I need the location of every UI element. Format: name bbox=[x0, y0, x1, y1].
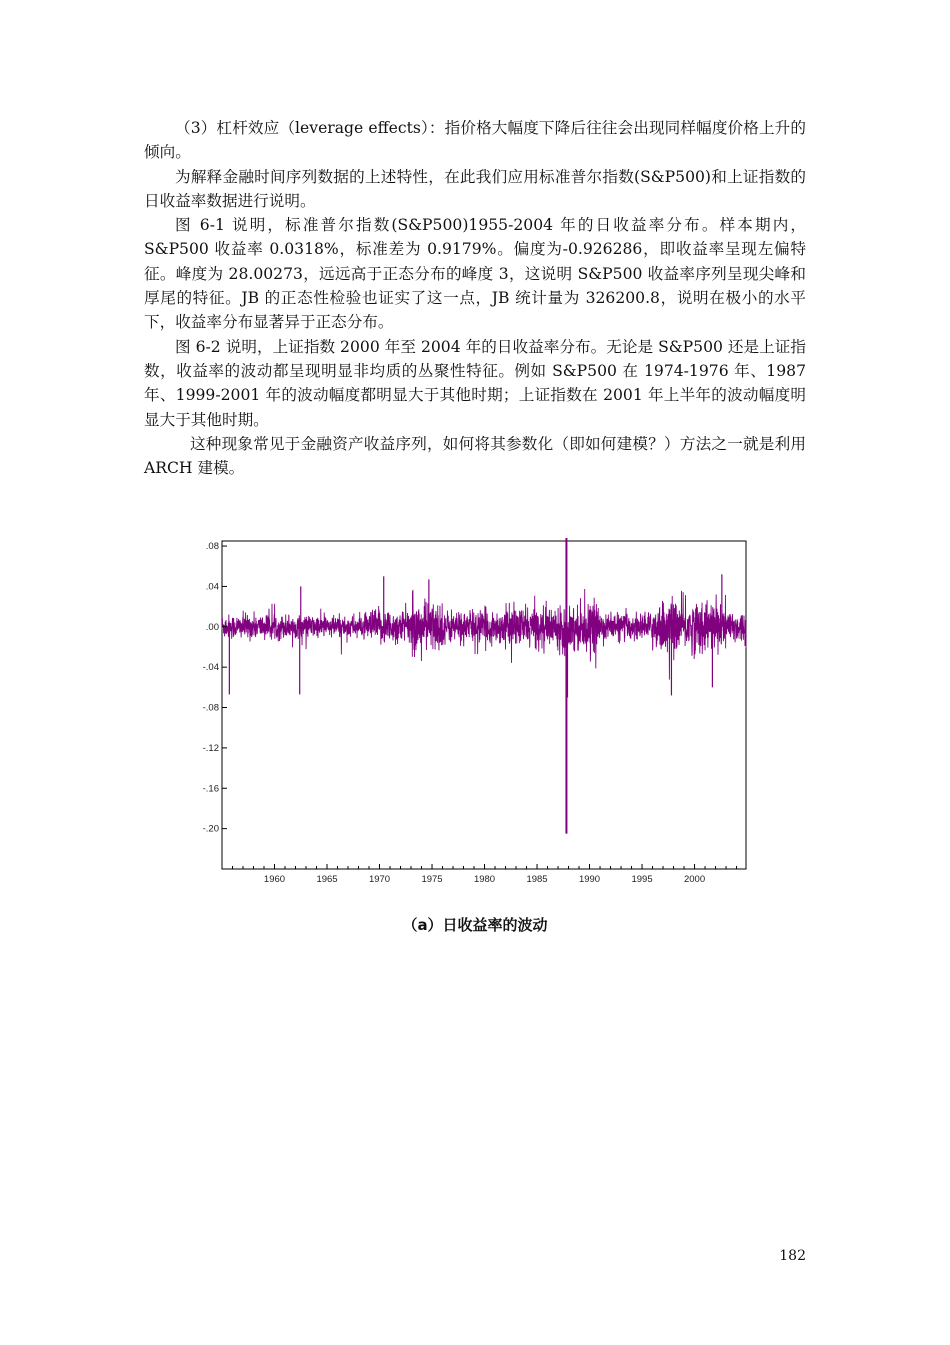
returns-chart-svg bbox=[190, 535, 760, 890]
y-tick-label: .08 bbox=[205, 541, 219, 553]
paragraph-data-intro: 为解释金融时间序列数据的上述特性，在此我们应用标准普尔指数(S&P500)和上证指数的日收益率数据进行说明。 bbox=[144, 167, 806, 210]
x-tick-label: 1970 bbox=[368, 874, 391, 885]
page-number: 182 bbox=[779, 1248, 806, 1264]
paragraph-volatility-clustering: 图 6-2 说明，上证指数 2000 年至 2004 年的日收益率分布。无论是 S&P500 还是上证指数，收益率的波动都呈现明显非均质的丛聚性特征。例如 S&P500 在 1974-1976 年、1987 年、1999-2001 年的波动幅度都明显大于其他时期；上证指数在 2001 年上半年的波动幅度明显大于其他时期。 bbox=[144, 337, 806, 429]
y-tick-label: -.04 bbox=[202, 662, 219, 674]
y-tick-label: -.12 bbox=[202, 742, 219, 754]
y-tick-label: .04 bbox=[205, 581, 219, 593]
y-tick-label: -.08 bbox=[202, 702, 219, 714]
body-text bbox=[144, 116, 806, 480]
paragraph-leverage-effects: （3）杠杆效应（leverage effects）：指价格大幅度下降后往往会出现同样幅度价格上升的倾向。 bbox=[144, 119, 806, 162]
y-tick-label: .00 bbox=[205, 621, 219, 633]
y-tick-label: -.20 bbox=[202, 823, 219, 835]
x-tick-label: 1985 bbox=[526, 874, 548, 885]
x-tick-label: 2000 bbox=[683, 874, 706, 885]
x-tick-label: 1990 bbox=[578, 874, 601, 885]
x-tick-label: 1965 bbox=[316, 874, 338, 885]
figure-caption: （a）日收益率的波动 bbox=[402, 916, 548, 934]
paragraph-sp500-stats: 图 6-1 说明，标准普尔指数(S&P500)1955-2004 年的日收益率分布。样本期内，S&P500 收益率 0.0318%，标准差为 0.9179%。偏度为-0.926286，即收益率呈现左偏特征。峰度为 28.00273，远远高于正态分布的峰度 3，这说明 S&P500 收益率序列呈现尖峰和厚尾的特征。JB 的正态性检验也证实了这一点，JB 统计量为 326200.8，说明在极小的水平下，收益率分布显著异于正态分布。 bbox=[144, 216, 806, 332]
x-tick-label: 1960 bbox=[263, 874, 286, 885]
x-tick-label: 1975 bbox=[421, 874, 443, 885]
x-tick-label: 1995 bbox=[631, 874, 653, 885]
y-tick-label: -.16 bbox=[202, 783, 219, 795]
returns-chart bbox=[190, 535, 760, 890]
paragraph-arch-intro: 这种现象常见于金融资产收益序列，如何将其参数化（即如何建模？）方法之一就是利用 ARCH 建模。 bbox=[144, 434, 806, 478]
x-tick-label: 1980 bbox=[473, 874, 496, 885]
